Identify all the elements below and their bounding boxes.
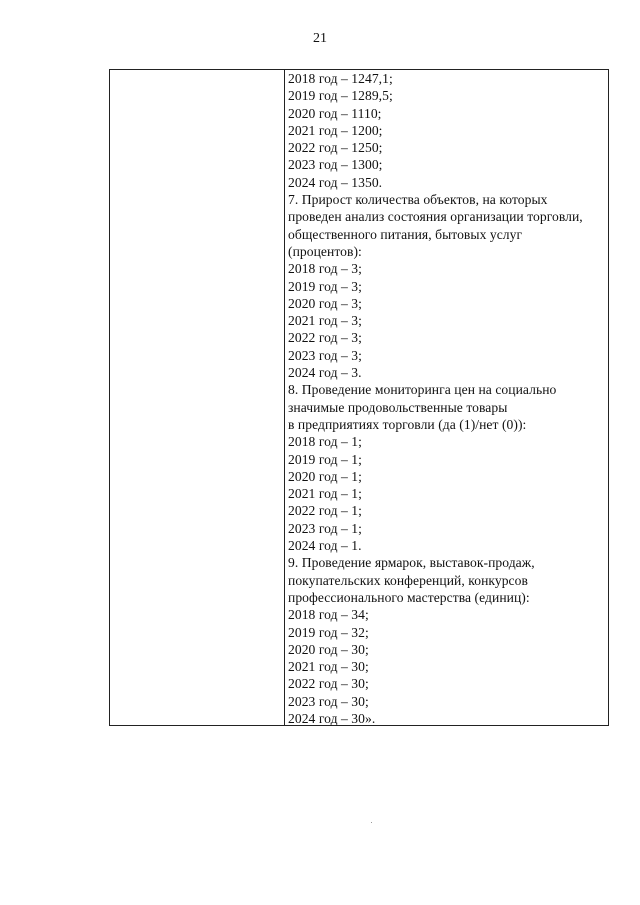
table-text-line: 2019 год – 32;: [288, 624, 369, 640]
table-text-line: 2020 год – 30;: [288, 641, 369, 657]
table-text-line: 2022 год – 3;: [288, 330, 362, 346]
table-text-line: 2024 год – 30».: [288, 710, 376, 726]
table-text-line: проведен анализ состояния организации торговли,: [288, 209, 583, 225]
table-text-line: 9. Проведение ярмарок, выставок-продаж,: [288, 555, 535, 571]
table-text-line: профессионального мастерства (единиц):: [288, 589, 530, 605]
table-text-line: 2020 год – 1110;: [288, 105, 382, 121]
scan-artifact: [371, 822, 372, 823]
table-text-line: 2021 год – 3;: [288, 313, 362, 329]
table-text-line: 2018 год – 1247,1;: [288, 71, 393, 86]
table-text-line: 2018 год – 3;: [288, 261, 362, 277]
table-text-line: 2024 год – 1350.: [288, 174, 383, 190]
table-text-line: 7. Прирост количества объектов, на которых: [288, 192, 548, 208]
table-right-cell: [288, 70, 606, 727]
table-text-line: 2022 год – 1;: [288, 503, 362, 519]
table-text-line: 2023 год – 3;: [288, 347, 362, 363]
table-text-line: 2024 год – 3.: [288, 365, 362, 381]
table-text-line: 2024 год – 1.: [288, 538, 362, 554]
table-text-line: 2018 год – 1;: [288, 434, 362, 450]
table-text-line: 2022 год – 1250;: [288, 140, 383, 156]
table-text-line: 2022 год – 30;: [288, 676, 369, 692]
page-number: 21: [313, 31, 327, 46]
table-text-line: 2023 год – 1300;: [288, 157, 383, 173]
table-text-line: 2019 год – 1;: [288, 451, 362, 467]
table-text-line: 2020 год – 1;: [288, 468, 362, 484]
table-text-line: 2023 год – 30;: [288, 693, 369, 709]
table-text-line: (процентов):: [288, 243, 362, 259]
table-text-line: 2023 год – 1;: [288, 520, 362, 536]
table-text-line: 2019 год – 1289,5;: [288, 88, 393, 104]
table-text-line: 2021 год – 1200;: [288, 122, 383, 138]
table-text-line: общественного питания, бытовых услуг: [288, 226, 523, 242]
table-text-line: в предприятиях торговли (да (1)/нет (0)):: [288, 416, 527, 432]
table-text-line: покупательских конференций, конкурсов: [288, 572, 528, 588]
table-text-line: 2018 год – 34;: [288, 607, 369, 623]
table-text-line: 2021 год – 1;: [288, 486, 362, 502]
table-text-line: 2021 год – 30;: [288, 659, 369, 675]
table-text-line: значимые продовольственные товары: [288, 399, 508, 415]
table-text-line: 2020 год – 3;: [288, 295, 362, 311]
table-left-cell: [110, 70, 285, 725]
table-text-line: 8. Проведение мониторинга цен на социально: [288, 382, 557, 398]
table-text-line: 2019 год – 3;: [288, 278, 362, 294]
document-table: [109, 69, 609, 726]
